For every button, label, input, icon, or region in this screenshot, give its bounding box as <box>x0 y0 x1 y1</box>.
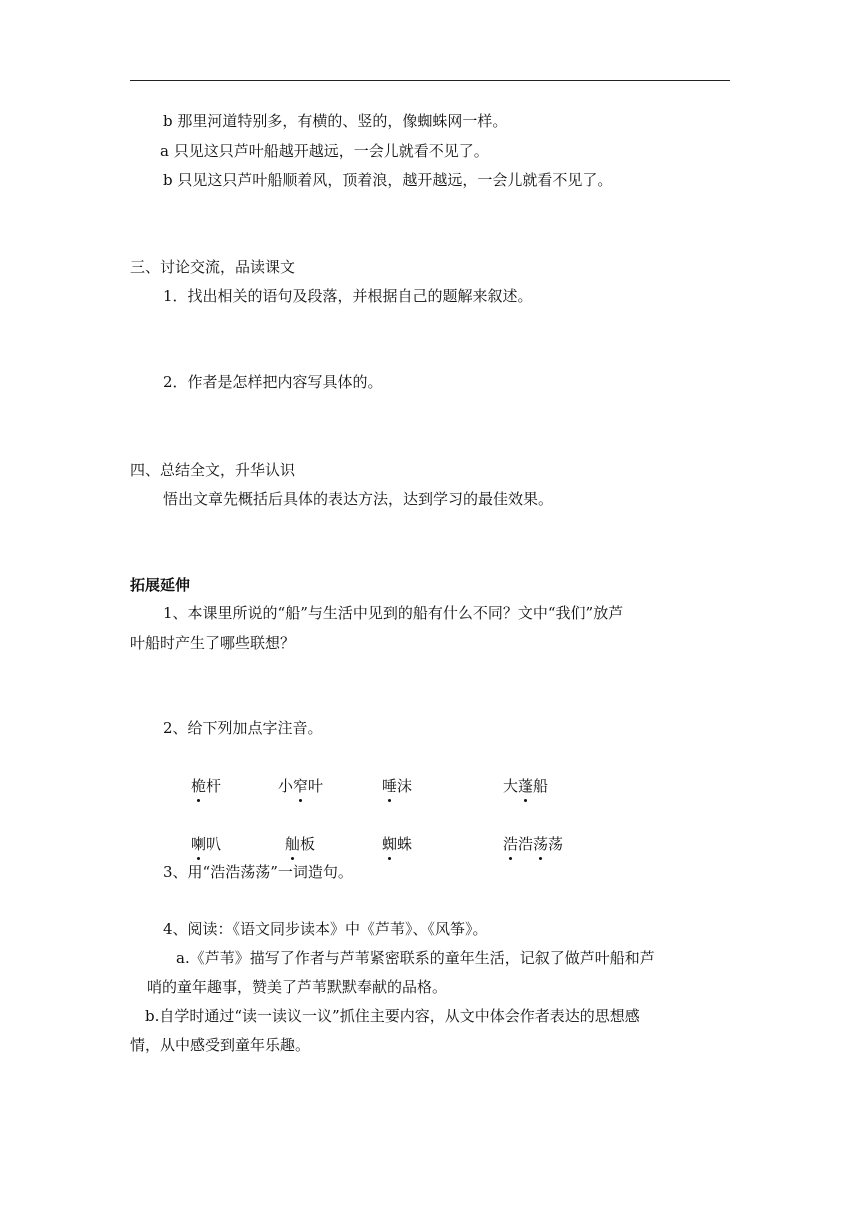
word-part: 浩 <box>518 835 534 853</box>
dotted-char: 舢 <box>285 835 301 853</box>
word-item <box>382 776 412 796</box>
word-part: 小 <box>278 777 294 795</box>
header-rule <box>130 80 730 81</box>
question4-a-line1: a.《芦苇》描写了作者与芦苇紧密联系的童年生活，记叙了做芦叶船和芦 <box>176 949 655 967</box>
dotted-char: 蜘 <box>382 835 398 853</box>
word-part: 荡 <box>548 835 564 853</box>
word-item <box>191 834 221 854</box>
question3: 3、用“浩浩荡荡”一词造句。 <box>163 863 353 881</box>
dotted-char: 蓬 <box>518 777 534 795</box>
word-part: 杆 <box>206 777 222 795</box>
question1-line1: 1、本课里所说的“船”与生活中见到的船有什么不同？文中“我们”放芦 <box>163 604 624 622</box>
word-item <box>503 776 548 796</box>
section4-heading: 四、总结全文，升华认识 <box>130 461 296 479</box>
sentence-b1: b 那里河道特别多，有横的、竖的，像蜘蛛网一样。 <box>163 112 508 130</box>
question2: 2、给下列加点字注音。 <box>163 719 323 737</box>
word-item <box>382 834 412 854</box>
question4-b-line1: b.自学时通过“读一读议一议”抓住主要内容，从文中体会作者表达的思想感 <box>145 1007 640 1025</box>
dotted-char: 窄 <box>293 777 309 795</box>
dotted-char: 唾 <box>382 777 398 795</box>
word-part: 叶 <box>308 777 324 795</box>
sentence-b2: b 只见这只芦叶船顺着风，顶着浪，越开越远，一会儿就看不见了。 <box>163 171 613 189</box>
dotted-char: 荡 <box>533 835 549 853</box>
word-part: 船 <box>533 777 549 795</box>
question4: 4、阅读：《语文同步读本》中《芦苇》、《风筝》。 <box>163 920 488 938</box>
word-item <box>503 834 563 854</box>
word-part: 板 <box>300 835 316 853</box>
word-part: 大 <box>503 777 519 795</box>
section3-heading: 三、讨论交流，品读课文 <box>130 258 296 276</box>
question1-line2: 叶船时产生了哪些联想？ <box>130 634 296 652</box>
word-item <box>278 776 323 796</box>
question4-a-line2: 哨的童年趣事，赞美了芦苇默默奉献的品格。 <box>147 978 448 996</box>
extension-heading: 拓展延伸 <box>130 576 191 594</box>
sentence-a2: a 只见这只芦叶船越开越远，一会儿就看不见了。 <box>160 142 489 160</box>
word-item <box>191 776 221 796</box>
word-part: 沫 <box>397 777 413 795</box>
word-part: 蛛 <box>397 835 413 853</box>
dotted-char: 浩 <box>503 835 519 853</box>
word-part: 叭 <box>206 835 222 853</box>
section3-item1: 1．找出相关的语句及段落，并根据自己的题解来叙述。 <box>163 287 533 305</box>
dotted-char: 喇 <box>191 835 207 853</box>
section3-item2: 2．作者是怎样把内容写具体的。 <box>163 373 383 391</box>
question4-b-line2: 情，从中感受到童年乐趣。 <box>130 1036 311 1054</box>
word-item <box>285 834 315 854</box>
dotted-char: 桅 <box>191 777 207 795</box>
section4-body: 悟出文章先概括后具体的表达方法，达到学习的最佳效果。 <box>163 490 554 508</box>
